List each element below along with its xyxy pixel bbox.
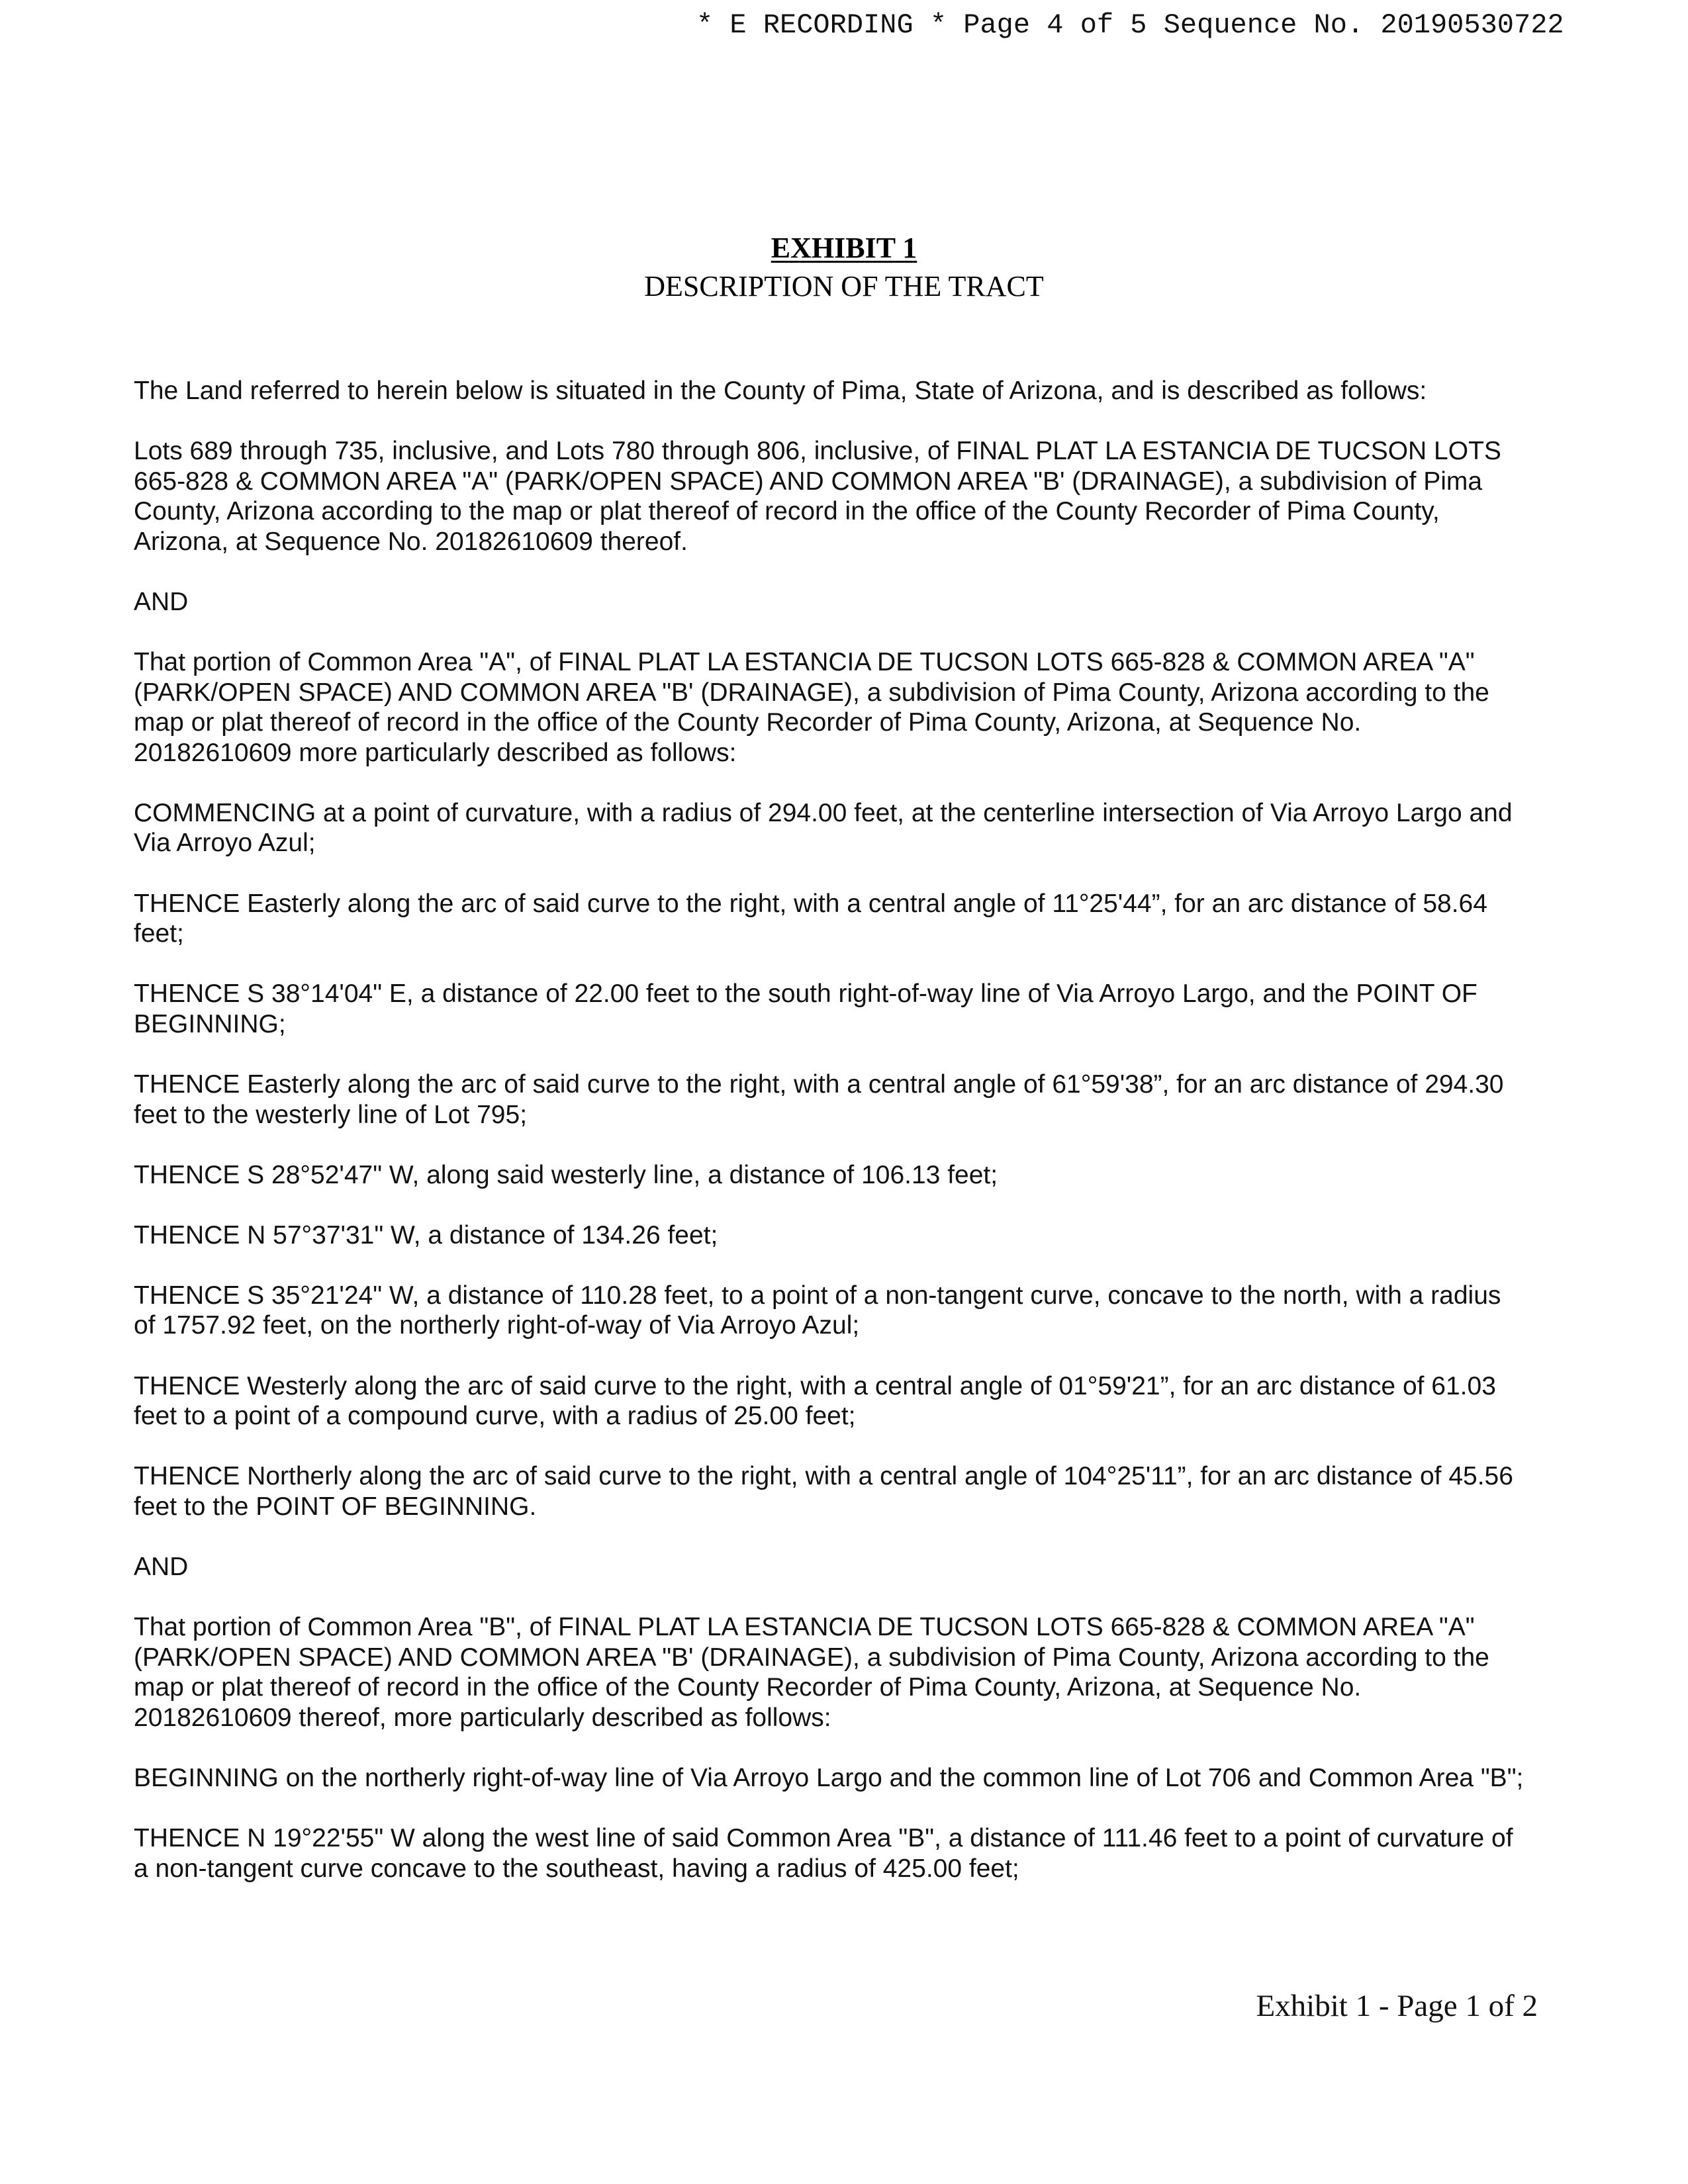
- paragraph: [134, 1281, 1590, 1341]
- text-line: feet to a point of a compound curve, with a radius of 25.00 feet;: [134, 1402, 856, 1431]
- text-line: Via Arroyo Azul;: [134, 829, 316, 858]
- text-line: (PARK/OPEN SPACE) AND COMMON AREA "B' (DRAINAGE), a subdivision of Pima County, Arizona according to the: [134, 678, 1489, 707]
- text-line: 20182610609 more particularly described as follows:: [134, 738, 737, 767]
- text-line: THENCE N 19°22'55" W along the west line of said Common Area "B", a distance of 111.46 feet to a point of curvature of: [134, 1824, 1513, 1852]
- paragraph: [134, 1371, 1590, 1432]
- text-line: The Land referred to herein below is situated in the County of Pima, State of Arizona, and is described as follows:: [134, 377, 1427, 405]
- text-line: THENCE S 38°14'04" E, a distance of 22.00 feet to the south right-of-way line of Via Arroyo Largo, and the POINT OF: [134, 979, 1477, 1009]
- text-line: AND: [134, 587, 189, 616]
- paragraph: [134, 647, 1590, 768]
- paragraph: [134, 1612, 1590, 1733]
- text-line: THENCE Easterly along the arc of said curve to the right, with a central angle of 61°59'38”, for an arc distance of 294.30: [134, 1069, 1504, 1099]
- text-line: THENCE S 35°21'24" W, a distance of 110.28 feet, to a point of a non-tangent curve, concave to the north, with a radius: [134, 1281, 1501, 1310]
- recording-stamp: * E RECORDING * Page 4 of 5 Sequence No. 20190530722: [696, 9, 1564, 41]
- paragraph: [134, 587, 1590, 617]
- paragraph: [134, 376, 1590, 406]
- paragraph: [134, 889, 1590, 949]
- text-line: of 1757.92 feet, on the northerly right-of-way of Via Arroyo Azul;: [134, 1311, 860, 1340]
- text-line: THENCE Easterly along the arc of said curve to the right, with a central angle of 11°25'44”, for an arc distance of 58.64: [134, 889, 1487, 918]
- text-line: BEGINNING on the northerly right-of-way line of Via Arroyo Largo and the common line of Lot 706 and Common Area "B";: [134, 1763, 1524, 1792]
- paragraph: [134, 1220, 1590, 1251]
- paragraph: [134, 1069, 1590, 1130]
- text-line: 665-828 & COMMON AREA "A" (PARK/OPEN SPACE) AND COMMON AREA "B' (DRAINAGE), a subdivision of Pima: [134, 467, 1483, 496]
- text-line: feet;: [134, 919, 184, 948]
- text-line: BEGINNING;: [134, 1009, 286, 1038]
- exhibit-subtitle: DESCRIPTION OF THE TRACT: [644, 270, 1044, 302]
- text-line: feet to the westerly line of Lot 795;: [134, 1100, 528, 1129]
- paragraph: [134, 979, 1590, 1039]
- paragraph: [134, 1160, 1590, 1191]
- text-line: AND: [134, 1552, 189, 1581]
- paragraph: [134, 436, 1590, 557]
- text-line: 20182610609 thereof, more particularly described as follows:: [134, 1703, 831, 1732]
- text-line: (PARK/OPEN SPACE) AND COMMON AREA "B' (DRAINAGE), a subdivision of Pima County, Arizona according to the: [134, 1643, 1489, 1672]
- text-line: THENCE Northerly along the arc of said curve to the right, with a central angle of 104°25'11”, for an arc distance of 45.56: [134, 1462, 1513, 1491]
- text-line: Arizona, at Sequence No. 20182610609 thereof.: [134, 527, 688, 556]
- paragraph: [134, 1823, 1590, 1884]
- paragraph: [134, 1552, 1590, 1582]
- page-footer: Exhibit 1 - Page 1 of 2: [1256, 1989, 1538, 2023]
- legal-description-body: [134, 376, 1590, 1914]
- paragraph: [134, 1461, 1590, 1522]
- text-line: a non-tangent curve concave to the southeast, having a radius of 425.00 feet;: [134, 1854, 1019, 1883]
- text-line: THENCE Westerly along the arc of said curve to the right, with a central angle of 01°59'21”, for an arc distance of 61.03: [134, 1371, 1496, 1400]
- text-line: map or plat thereof of record in the office of the County Recorder of Pima County, Arizona, at Sequence No.: [134, 1673, 1362, 1702]
- text-line: THENCE N 57°37'31" W, a distance of 134.26 feet;: [134, 1220, 718, 1250]
- paragraph: [134, 1763, 1590, 1794]
- text-line: feet to the POINT OF BEGINNING.: [134, 1492, 537, 1521]
- text-line: That portion of Common Area "A", of FINAL PLAT LA ESTANCIA DE TUCSON LOTS 665-828 & COMMON AREA "A": [134, 648, 1475, 677]
- exhibit-title: EXHIBIT 1: [771, 232, 917, 264]
- text-line: COMMENCING at a point of curvature, with a radius of 294.00 feet, at the centerline intersection of Via Arroyo Largo and: [134, 798, 1513, 827]
- paragraph: [134, 798, 1590, 858]
- text-line: map or plat thereof of record in the office of the County Recorder of Pima County, Arizona, at Sequence No.: [134, 708, 1362, 737]
- text-line: That portion of Common Area "B", of FINAL PLAT LA ESTANCIA DE TUCSON LOTS 665-828 & COMMON AREA "A": [134, 1613, 1475, 1642]
- text-line: Lots 689 through 735, inclusive, and Lots 780 through 806, inclusive, of FINAL PLAT LA ESTANCIA DE TUCSON LOTS: [134, 437, 1501, 466]
- text-line: County, Arizona according to the map or plat thereof of record in the office of the County Recorder of Pima County,: [134, 497, 1440, 526]
- text-line: THENCE S 28°52'47" W, along said westerly line, a distance of 106.13 feet;: [134, 1160, 998, 1189]
